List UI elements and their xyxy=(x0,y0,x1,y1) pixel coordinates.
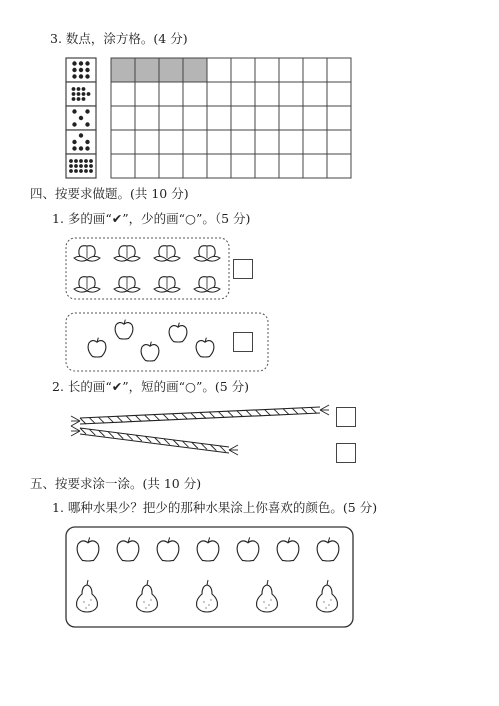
grid-cell xyxy=(111,154,135,178)
grid-cell xyxy=(303,58,327,82)
grid-cell xyxy=(135,106,159,130)
answer-box-long-rope[interactable] xyxy=(336,407,356,427)
dot xyxy=(77,92,81,96)
grid-cell xyxy=(303,154,327,178)
dot xyxy=(82,92,86,96)
grid-cell xyxy=(231,130,255,154)
grid-cell xyxy=(327,58,351,82)
peach-icon xyxy=(74,246,100,261)
grid-cell xyxy=(159,154,183,178)
dot xyxy=(79,68,83,72)
apple-icon xyxy=(77,537,99,561)
grid-cell xyxy=(255,154,279,178)
grid-cell xyxy=(135,82,159,106)
dot xyxy=(87,92,91,96)
grid-cell xyxy=(183,106,207,130)
dot xyxy=(72,68,76,72)
dot xyxy=(74,164,78,168)
grid-cell xyxy=(183,154,207,178)
grid-cell xyxy=(255,106,279,130)
grid-cell xyxy=(111,106,135,130)
dot xyxy=(69,159,73,163)
grid-cell xyxy=(111,130,135,154)
peach-icon xyxy=(154,246,180,261)
grid-cell xyxy=(303,82,327,106)
dot xyxy=(82,87,86,91)
dot xyxy=(85,109,89,113)
dot xyxy=(72,92,76,96)
grid-cell xyxy=(303,130,327,154)
dot xyxy=(69,164,73,168)
grid-cell xyxy=(207,106,231,130)
dot xyxy=(84,164,88,168)
dot xyxy=(77,97,81,101)
grid-cell xyxy=(159,106,183,130)
grid-cell xyxy=(159,82,183,106)
grid-cell xyxy=(111,82,135,106)
grid-cell xyxy=(183,82,207,106)
dot xyxy=(79,164,83,168)
dot xyxy=(72,87,76,91)
dot xyxy=(79,169,83,173)
dot xyxy=(79,116,83,120)
dot xyxy=(74,169,78,173)
apple-icon xyxy=(115,320,133,339)
dot xyxy=(72,122,76,126)
grid-cell xyxy=(279,82,303,106)
grid-cell xyxy=(327,82,351,106)
answer-box-peaches[interactable] xyxy=(233,259,253,279)
dot xyxy=(84,159,88,163)
dot xyxy=(84,169,88,173)
apple-icon xyxy=(197,537,219,561)
dot xyxy=(79,146,83,150)
short-rope xyxy=(71,426,238,455)
answer-box-apples[interactable] xyxy=(233,332,253,352)
grid-cell xyxy=(279,106,303,130)
apple-icon xyxy=(237,537,259,561)
grid-cell xyxy=(255,130,279,154)
apple-icon xyxy=(157,537,179,561)
dot xyxy=(85,74,89,78)
dot xyxy=(89,169,93,173)
peach-icon xyxy=(74,277,100,292)
grid-cell xyxy=(231,106,255,130)
dot xyxy=(72,97,76,101)
question-3-title: 3. 数点，涂方格。(4 分) xyxy=(50,31,188,46)
section-4-title: 四、按要求做题。(共 10 分) xyxy=(30,186,189,201)
grid-cell xyxy=(231,154,255,178)
apple-icon xyxy=(169,323,187,342)
pear-icon xyxy=(257,580,278,612)
apple-icon xyxy=(117,537,139,561)
grid-cell xyxy=(255,82,279,106)
dot xyxy=(69,169,73,173)
dot xyxy=(85,61,89,65)
peach-icon xyxy=(114,246,140,261)
dot xyxy=(72,74,76,78)
peach-icon xyxy=(194,277,220,292)
grid-cell xyxy=(111,58,135,82)
dot xyxy=(85,140,89,144)
grid-cell xyxy=(183,58,207,82)
section-4-question-1: 1. 多的画“✔”，少的画“○”。（5 分) xyxy=(52,211,251,226)
peach-icon xyxy=(114,277,140,292)
grid-cell xyxy=(231,58,255,82)
peach-icon xyxy=(154,277,180,292)
grid-cell xyxy=(279,154,303,178)
dot xyxy=(77,87,81,91)
dot xyxy=(79,133,83,137)
pear-icon xyxy=(77,580,98,612)
grid-cell xyxy=(255,58,279,82)
section-4-question-2: 2. 长的画“✔”，短的画“○”。(5 分) xyxy=(52,379,250,394)
grid-cell xyxy=(207,58,231,82)
dice-column xyxy=(66,58,96,178)
grid-cell xyxy=(135,58,159,82)
grid-cell xyxy=(231,82,255,106)
dot xyxy=(72,61,76,65)
dot xyxy=(72,146,76,150)
dot xyxy=(82,97,86,101)
dice-box xyxy=(66,82,96,106)
grid-cell xyxy=(327,154,351,178)
grid-cell xyxy=(327,106,351,130)
dot xyxy=(72,140,76,144)
answer-box-short-rope[interactable] xyxy=(336,443,356,463)
peach-group xyxy=(66,238,229,299)
long-rope xyxy=(71,405,329,426)
fruit-coloring-group[interactable] xyxy=(66,527,353,627)
grid-cell xyxy=(207,82,231,106)
section-5-question-1: 1. 哪种水果少？把少的那种水果涂上你喜欢的颜色。(5 分) xyxy=(52,500,378,515)
apple-icon xyxy=(196,338,214,357)
grid-cell xyxy=(159,130,183,154)
grid-cell xyxy=(135,154,159,178)
dot xyxy=(74,159,78,163)
dot xyxy=(79,74,83,78)
grid-cell xyxy=(183,130,207,154)
section-5-title: 五、按要求涂一涂。(共 10 分) xyxy=(30,476,202,491)
pear-icon xyxy=(137,580,158,612)
grid-cell xyxy=(207,154,231,178)
rope-comparison xyxy=(71,405,329,455)
dot xyxy=(72,109,76,113)
dot xyxy=(79,61,83,65)
dot xyxy=(85,68,89,72)
grid-cell xyxy=(279,58,303,82)
pear-icon xyxy=(317,580,338,612)
apple-icon xyxy=(317,537,339,561)
grid-cell xyxy=(159,58,183,82)
grid-cell xyxy=(207,130,231,154)
dot xyxy=(85,122,89,126)
coloring-grid[interactable] xyxy=(111,58,351,178)
apple-icon xyxy=(88,338,106,357)
apple-icon xyxy=(277,537,299,561)
grid-cell xyxy=(135,130,159,154)
peach-icon xyxy=(194,246,220,261)
apple-icon xyxy=(141,342,159,361)
grid-cell xyxy=(279,130,303,154)
grid-cell xyxy=(327,130,351,154)
dot xyxy=(85,146,89,150)
grid-cell xyxy=(303,106,327,130)
pear-icon xyxy=(197,580,218,612)
dot xyxy=(79,159,83,163)
dot xyxy=(89,159,93,163)
dot xyxy=(89,164,93,168)
